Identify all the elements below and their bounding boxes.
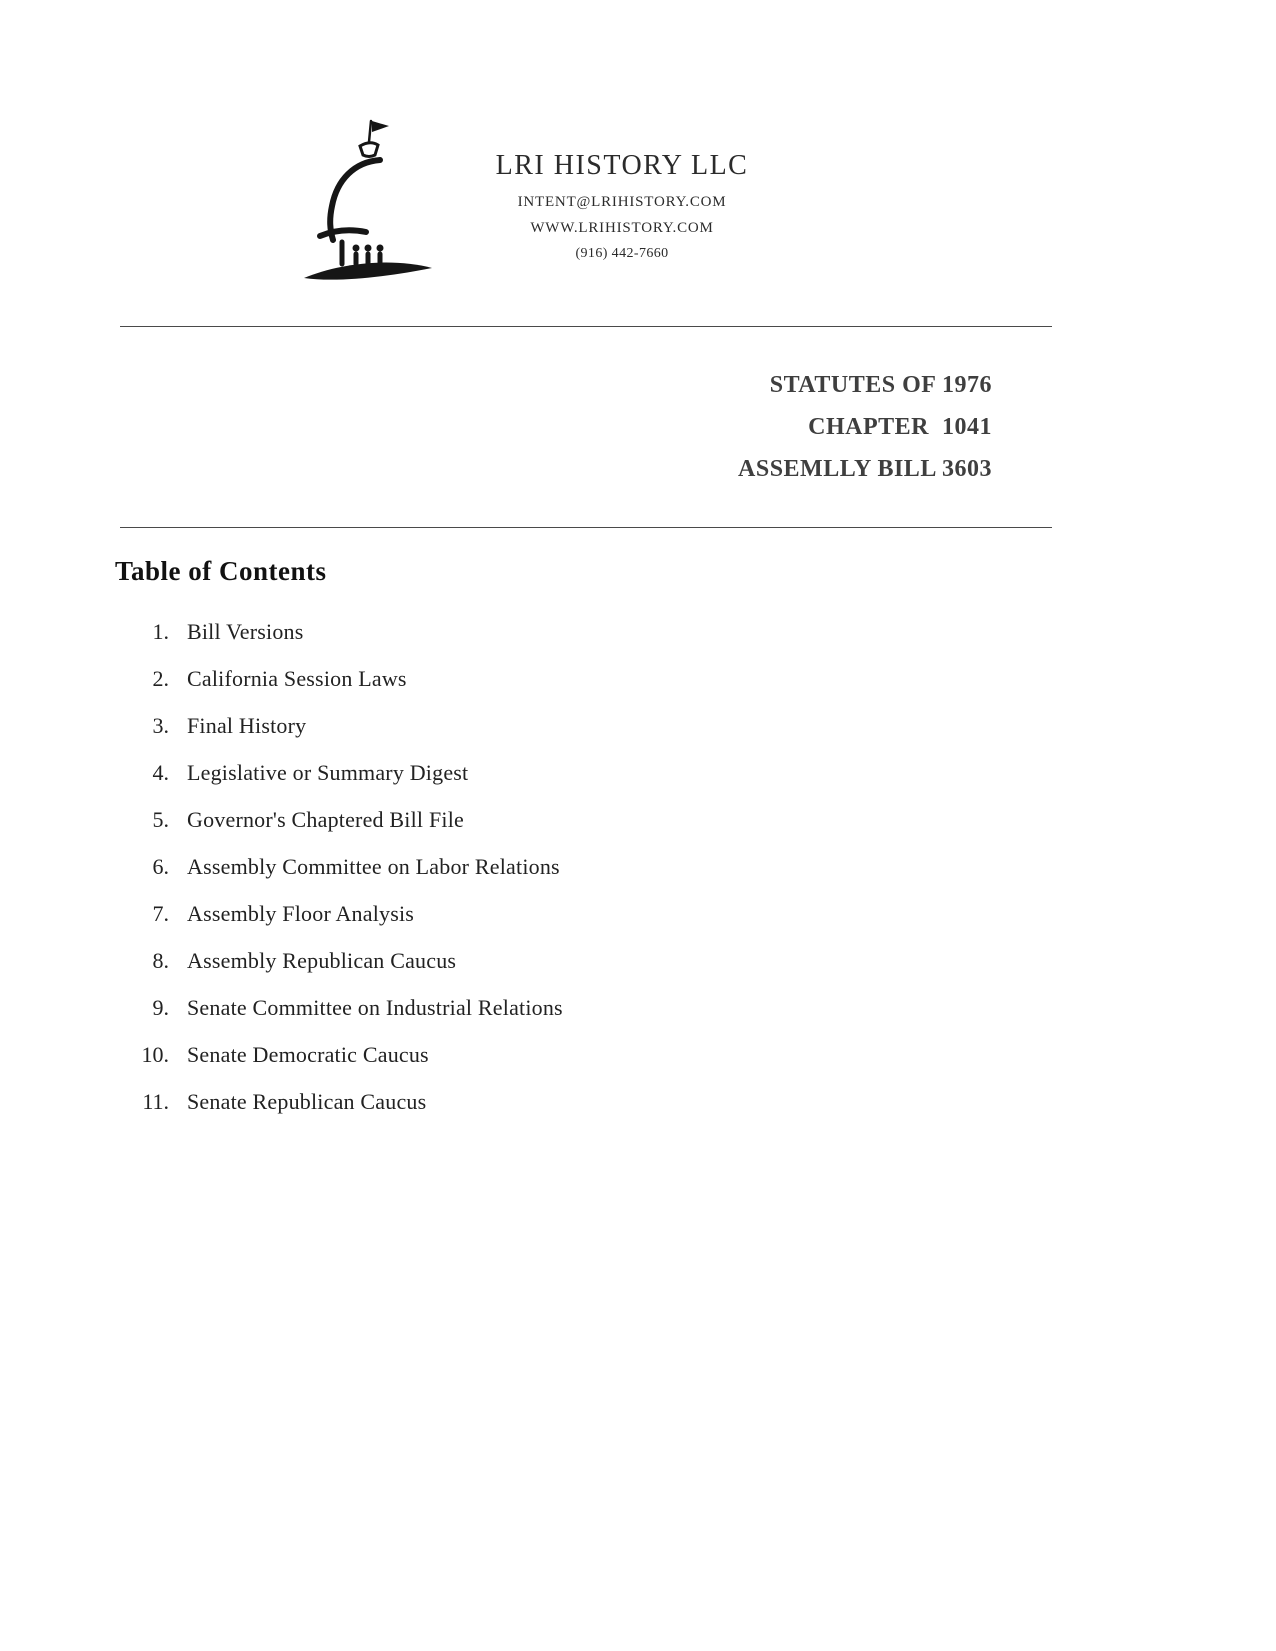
toc-list bbox=[115, 621, 1156, 1113]
company-website: WWW.LRIHISTORY.COM bbox=[530, 220, 714, 236]
toc-item bbox=[115, 1091, 1156, 1113]
toc-item-label: Senate Republican Caucus bbox=[187, 1089, 427, 1114]
toc-item-label: California Session Laws bbox=[187, 666, 407, 691]
toc-item bbox=[115, 668, 1156, 690]
toc-item-label: Bill Versions bbox=[187, 619, 304, 644]
toc-item-number: 7. bbox=[152, 901, 169, 926]
toc-item-number: 1. bbox=[152, 619, 169, 644]
toc-item-number: 9. bbox=[152, 995, 169, 1020]
toc-item-label: Legislative or Summary Digest bbox=[187, 760, 469, 785]
document-title-block bbox=[738, 364, 992, 490]
divider-top bbox=[120, 326, 1052, 327]
toc-item-number: 11. bbox=[142, 1089, 169, 1114]
company-info bbox=[472, 118, 772, 262]
toc-item bbox=[115, 1044, 1156, 1066]
letterhead bbox=[292, 118, 772, 288]
toc-item-label: Assembly Committee on Labor Relations bbox=[187, 854, 560, 879]
toc-heading: Table of Contents bbox=[115, 556, 327, 586]
toc-item bbox=[115, 856, 1156, 878]
toc-item bbox=[115, 950, 1156, 972]
company-email: INTENT@LRIHISTORY.COM bbox=[517, 194, 727, 210]
toc-item-number: 8. bbox=[152, 948, 169, 973]
toc-item bbox=[115, 903, 1156, 925]
toc-item bbox=[115, 997, 1156, 1019]
table-of-contents bbox=[115, 556, 1156, 1138]
company-phone: (916) 442-7660 bbox=[575, 246, 669, 261]
capitol-logo-icon bbox=[292, 118, 442, 288]
toc-item bbox=[115, 621, 1156, 643]
title-line-bill: ASSEMLLY BILL 3603 bbox=[738, 456, 992, 482]
divider-bottom bbox=[120, 527, 1052, 528]
title-line-statutes: STATUTES OF 1976 bbox=[769, 372, 992, 398]
title-line-chapter: CHAPTER 1041 bbox=[808, 414, 992, 440]
toc-item-number: 2. bbox=[152, 666, 169, 691]
toc-item-label: Final History bbox=[187, 713, 307, 738]
company-name: LRI HISTORY LLC bbox=[495, 150, 749, 181]
toc-item-label: Senate Democratic Caucus bbox=[187, 1042, 429, 1067]
toc-item-number: 5. bbox=[152, 807, 169, 832]
toc-item-label: Assembly Floor Analysis bbox=[187, 901, 415, 926]
toc-item-label: Governor's Chaptered Bill File bbox=[187, 807, 464, 832]
toc-item-number: 6. bbox=[152, 854, 169, 879]
toc-item-label: Senate Committee on Industrial Relations bbox=[187, 995, 563, 1020]
toc-item bbox=[115, 715, 1156, 737]
toc-item-number: 3. bbox=[152, 713, 169, 738]
toc-item-number: 4. bbox=[152, 760, 169, 785]
toc-item bbox=[115, 809, 1156, 831]
toc-item bbox=[115, 762, 1156, 784]
toc-item-number: 10. bbox=[141, 1042, 169, 1067]
toc-item-label: Assembly Republican Caucus bbox=[187, 948, 457, 973]
